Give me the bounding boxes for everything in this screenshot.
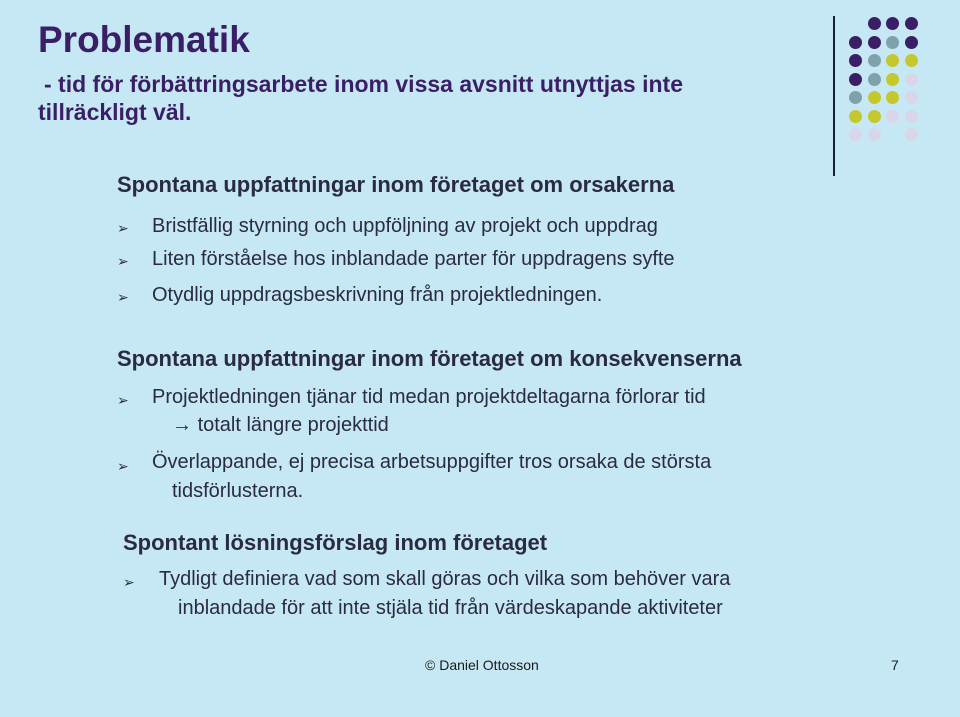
dot <box>905 73 918 86</box>
decorative-divider <box>833 16 835 176</box>
bullet-icon: ➢ <box>117 458 129 474</box>
bullet-icon: ➢ <box>117 392 129 408</box>
bullet-icon: ➢ <box>117 253 129 269</box>
list-item-continuation: tidsförlusterna. <box>172 480 304 502</box>
dot <box>905 110 918 123</box>
list-item: Överlappande, ej precisa arbetsuppgifter tros orsaka de största <box>152 451 712 473</box>
dot <box>849 54 862 67</box>
list-item: Bristfällig styrning och uppföljning av projekt och uppdrag <box>152 215 658 237</box>
dot <box>905 54 918 67</box>
dot <box>905 91 918 104</box>
right-arrow-icon: → <box>172 414 192 436</box>
dot <box>868 110 881 123</box>
dot <box>868 91 881 104</box>
subtitle-line-2: tillräckligt väl. <box>38 99 192 125</box>
list-item-continuation: inblandade för att inte stjäla tid från värdeskapande aktiviteter <box>178 597 723 619</box>
dot <box>886 17 899 30</box>
page-number: 7 <box>891 657 899 673</box>
dot <box>849 73 862 86</box>
dot <box>886 91 899 104</box>
bullet-icon: ➢ <box>117 289 129 305</box>
dot <box>868 17 881 30</box>
dot <box>868 54 881 67</box>
dot <box>905 17 918 30</box>
dot <box>905 128 918 141</box>
dot <box>886 54 899 67</box>
list-item: Projektledningen tjänar tid medan projektdeltagarna förlorar tid <box>152 386 706 408</box>
bullet-icon: ➢ <box>117 220 129 236</box>
slide-subtitle <box>38 70 808 126</box>
dot <box>886 73 899 86</box>
dot <box>886 110 899 123</box>
dot <box>849 36 862 49</box>
dot <box>905 36 918 49</box>
list-item: Otydlig uppdragsbeskrivning från projektledningen. <box>152 284 603 306</box>
list-item: Liten förståelse hos inblandade parter för uppdragens syfte <box>152 248 675 270</box>
bullet-icon: ➢ <box>123 574 135 590</box>
dot <box>849 110 862 123</box>
dot <box>886 36 899 49</box>
subtitle-line-1: - tid för förbättringsarbete inom vissa avsnitt utnyttjas inte <box>44 71 683 97</box>
dot <box>849 91 862 104</box>
list-item-continuation-text: totalt längre projekttid <box>197 414 389 436</box>
dot <box>868 36 881 49</box>
footer-copyright: © Daniel Ottosson <box>425 657 539 673</box>
dot <box>849 128 862 141</box>
list-item: Tydligt definiera vad som skall göras och vilka som behöver vara <box>159 568 731 590</box>
dot <box>868 128 881 141</box>
section-heading-solution: Spontant lösningsförslag inom företaget <box>123 530 548 555</box>
list-item-continuation <box>172 414 389 437</box>
section-heading-causes: Spontana uppfattningar inom företaget om orsakerna <box>117 172 675 197</box>
dot <box>868 73 881 86</box>
slide-title: Problematik <box>38 19 250 60</box>
section-heading-consequences: Spontana uppfattningar inom företaget om konsekvenserna <box>117 346 742 371</box>
